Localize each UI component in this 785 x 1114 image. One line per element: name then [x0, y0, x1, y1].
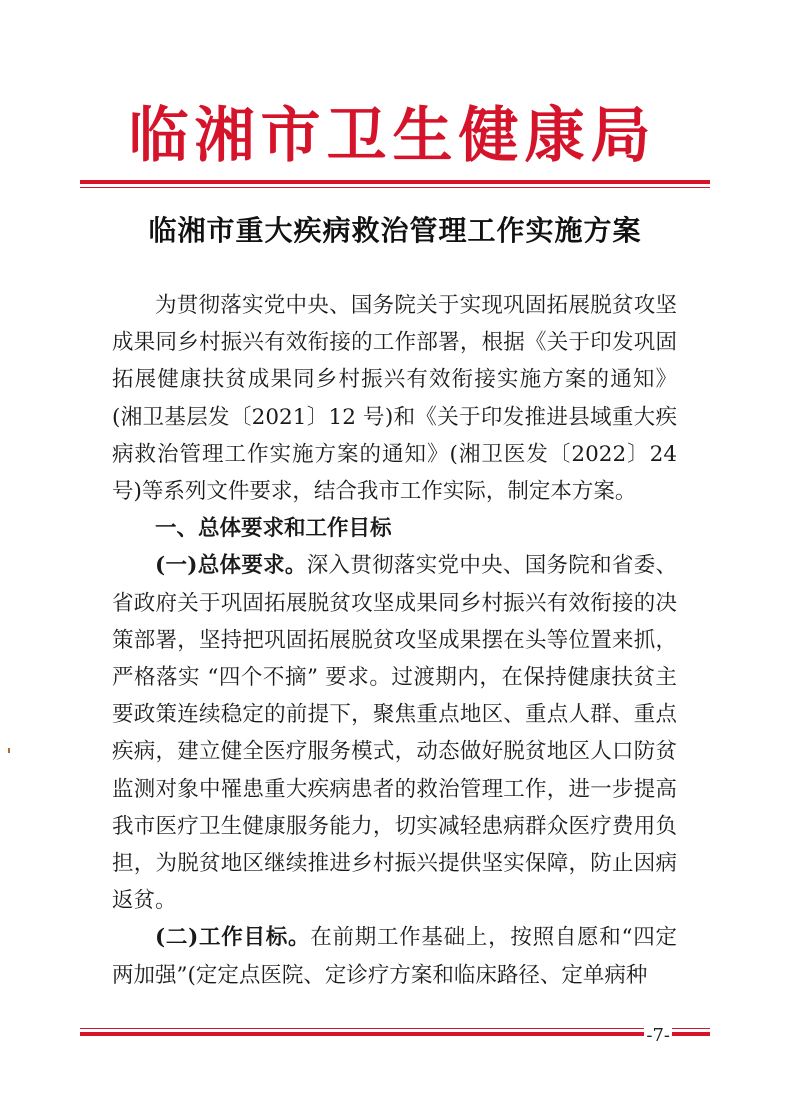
paragraph-work-goals: [112, 919, 677, 993]
paragraph-overall-requirements: [112, 547, 677, 919]
footer-rule-thick: [80, 1032, 710, 1036]
scan-artifact: [8, 748, 10, 753]
section-heading: 一、总体要求和工作目标: [155, 516, 392, 542]
footer-rule-thin: [80, 1028, 710, 1029]
paragraph-lead: (二)工作目标。: [155, 925, 311, 951]
intro-paragraph: 为贯彻落实党中央、国务院关于实现巩固拓展脱贫攻坚成果同乡村振兴有效衔接的工作部署，根据《关于印发巩固拓展健康扶贫成果同乡村振兴有效衔接实施方案的通知》(湘卫基层发〔2021〕12 号)和《关于印发推进县域重大疾病救治管理工作实施方案的通知》(湘卫医发〔2022〕24 号)等系列文件要求，结合我市工作实际，制定本方案。: [112, 293, 677, 505]
page-number: -7-: [646, 1025, 670, 1046]
paragraph-text: 深入贯彻落实党中央、国务院和省委、省政府关于巩固拓展脱贫攻坚成果同乡村振兴有效衔接的决策部署，坚持把巩固拓展脱贫攻坚成果摆在头等位置来抓，严格落实 “四个不摘” 要求。过渡期内，在保持健康扶贫主要政策连续稳定的前提下，聚焦重点地区、重点人群、重点疾病，建立健全医疗服务模式，动态做好脱贫地区人口防贫监测对象中罹患重大疾病患者的救治管理工作，进一步提高我市医疗卫生健康服务能力，切实减轻患病群众医疗费用负担，为脱贫地区继续推进乡村振兴提供坚实保障，防止因病返贫。: [112, 553, 677, 914]
paragraph-lead: (一)总体要求。: [155, 553, 307, 579]
header-rule-thin: [80, 187, 710, 188]
document-title: 临湘市重大疾病救治管理工作实施方案: [148, 214, 642, 247]
paragraph-text: 在前期工作基础上，按照自愿和“四定两加强”(定定点医院、定诊疗方案和临床路径、定单病种: [112, 925, 677, 988]
document-body: [112, 287, 677, 994]
organization-header: 临湘市卫生健康局: [128, 101, 657, 171]
header-rule-thick: [80, 180, 710, 184]
